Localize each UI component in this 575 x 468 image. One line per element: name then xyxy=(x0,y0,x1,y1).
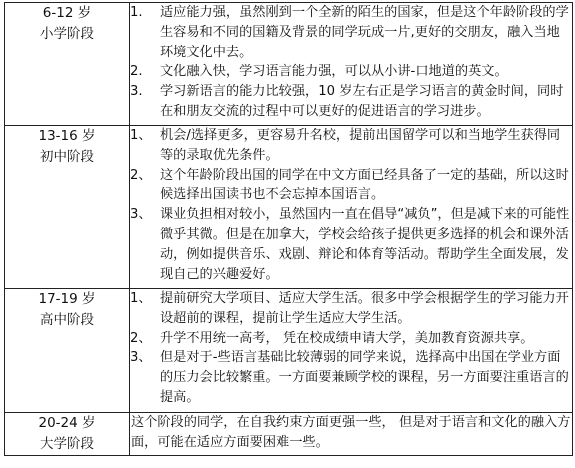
list-item xyxy=(130,166,572,206)
content-cell xyxy=(130,126,573,289)
stage-age: 20-24 岁 xyxy=(38,415,96,431)
stage-age: 13-16 岁 xyxy=(38,128,96,144)
item-text: 文化融入快，学习语言能力强，可以从小讲-口地道的英文。 xyxy=(160,64,508,80)
item-text: 升学不用统一高考， 凭在校成绩申请大学，美加教育资源共享。 xyxy=(160,330,534,346)
list-item xyxy=(130,348,572,407)
list-item xyxy=(130,126,572,166)
stage-age: 17-19 岁 xyxy=(38,291,96,307)
content-cell xyxy=(130,289,573,413)
table-row xyxy=(5,289,573,413)
stage-age: 6-12 岁 xyxy=(42,5,92,21)
table-row xyxy=(5,126,573,289)
item-number: 1. xyxy=(130,5,143,20)
item-number: 2、 xyxy=(130,167,152,183)
point-list xyxy=(130,126,572,284)
study-abroad-age-table xyxy=(4,2,573,456)
list-item xyxy=(130,3,572,62)
stage-name: 大学阶段 xyxy=(40,436,94,452)
point-list xyxy=(130,289,572,408)
stage-cell xyxy=(5,126,130,289)
item-number: 1、 xyxy=(130,128,152,143)
list-item xyxy=(130,289,572,329)
item-text: 提前研究大学项目、适应大学生活。很多中学会根据学生的学习能力开设超前的课程，提前让学生适应大学生活。 xyxy=(160,291,569,326)
list-item xyxy=(130,329,572,349)
item-text: 这个年龄阶段出国的同学在中文方面已经具备了一定的基础，所以这时候选择出国读书也不会忘掉本国语言。 xyxy=(160,167,569,203)
item-text: 机会/选择更多，更容易升名校，提前出国留学可以和当地学生获得同等的录取优先条件。 xyxy=(160,128,561,163)
content-cell xyxy=(130,413,573,456)
content-cell xyxy=(130,3,573,126)
item-text: 适应能力强，虽然刚到一个全新的陌生的国家，但是这个年龄阶段的学生容易和不同的国籍及背景的同学玩成一片,更好的交朋友，融入当地环境文化中去。 xyxy=(160,5,569,60)
list-item xyxy=(130,62,572,82)
item-number: 3. xyxy=(130,84,143,100)
stage-name: 高中阶段 xyxy=(40,312,94,328)
stage-cell xyxy=(5,289,130,413)
stage-cell xyxy=(5,413,130,456)
point-list xyxy=(130,3,572,122)
stage-description: 这个阶段的同学，在自我约束方面更强一些， 但是对于语言和文化的融入方面，可能在适应方面要困难一些。 xyxy=(131,415,571,450)
item-number: 2. xyxy=(130,64,143,80)
item-text: 但是对于-些语言基础比较薄弱的同学来说，选择高中出国在学业方面的压力会比较繁重。一方面要兼顾学校的课程，另一方面要注重语言的提高。 xyxy=(160,350,569,405)
item-number: 3、 xyxy=(130,207,152,223)
stage-name: 初中阶段 xyxy=(40,149,94,165)
list-item xyxy=(130,205,572,284)
list-item xyxy=(130,82,572,122)
item-text: 课业负担相对较小，虽然国内一直在倡导“减负”，但是减下来的可能性微乎其微。但是在加拿大，学校会给孩子提供更多选择的机会和课外活动，例如提供音乐、戏剧、辩论和体育等活动。帮助学生全面发展，发现自己的兴趣爱好。 xyxy=(160,207,570,282)
table-row xyxy=(5,413,573,456)
stage-cell xyxy=(5,3,130,126)
item-number: 3、 xyxy=(130,350,152,366)
table-row xyxy=(5,3,573,126)
item-text: 学习新语言的能力比较强，10 岁左右正是学习语言的黄金时间，同时在和朋友交流的过程中可以更好的促进语言的学习进步。 xyxy=(160,84,564,119)
item-number: 2、 xyxy=(130,330,152,346)
stage-name: 小学阶段 xyxy=(40,26,94,42)
item-number: 1、 xyxy=(130,291,152,306)
